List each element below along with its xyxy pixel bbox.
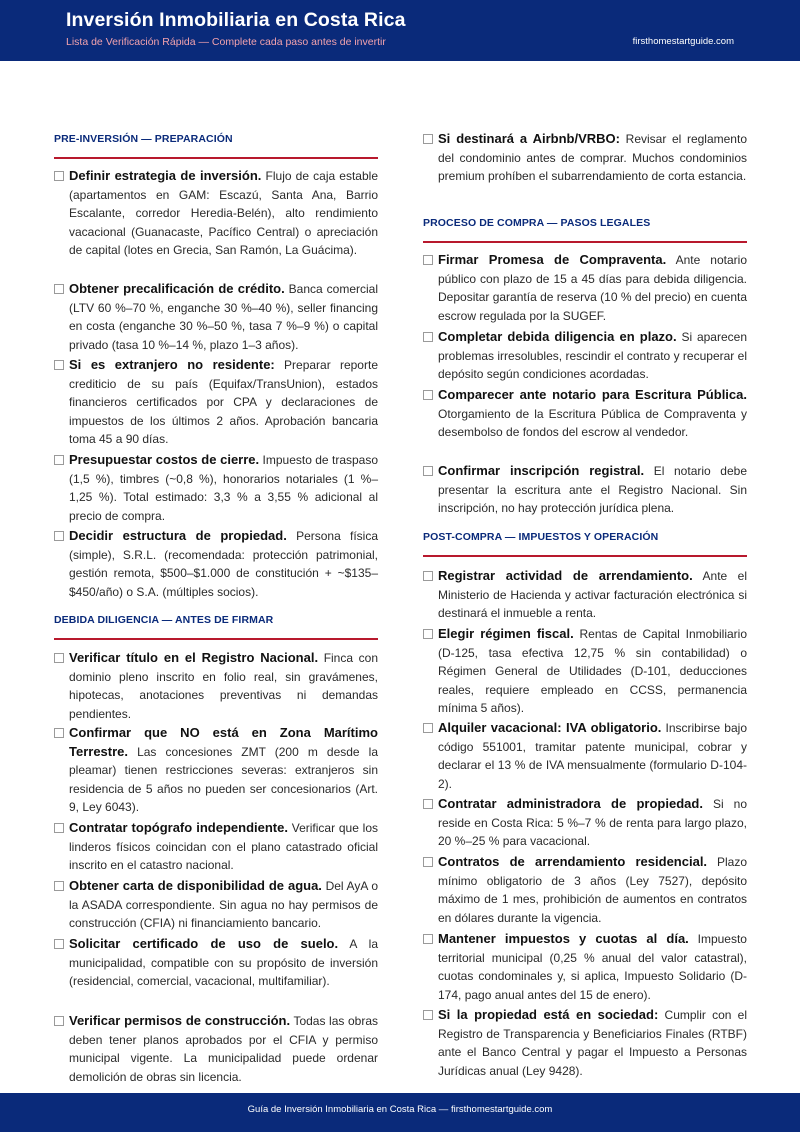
section-debida-diligencia bbox=[54, 614, 378, 640]
checkbox[interactable] bbox=[54, 939, 64, 949]
section-title: POST-COMPRA — IMPUESTOS Y OPERACIÓN bbox=[423, 531, 659, 543]
page-subtitle: Lista de Verificación Rápida — Complete cada paso antes de invertir bbox=[66, 36, 386, 48]
section-divider bbox=[54, 157, 378, 159]
section-post-compra bbox=[423, 531, 747, 557]
checklist-item: Elegir régimen fiscal. Rentas de Capital Inmobiliario (D-125, tasa efectiva 12,75 % sin contabilidad) o Régimen General de Utilidades (D-101, deducciones reales, requiere empleado en CCSS, permanencia mínima 5 años). bbox=[423, 625, 747, 718]
checkbox[interactable] bbox=[423, 629, 433, 639]
checkbox[interactable] bbox=[54, 881, 64, 891]
page-header bbox=[0, 0, 800, 61]
checklist-item: Si es extranjero no residente: Preparar reporte crediticio de su país (Equifax/TransUnion), estados financieros certificados por CPA y declaraciones de impuestos de los últimos 2 años. Aprobación bancaria toma 45 a 90 días. bbox=[54, 356, 378, 449]
checkbox[interactable] bbox=[423, 466, 433, 476]
checklist-item: Contratar topógrafo independiente. Verificar que los linderos físicos coincidan con el plano catastrado oficial inscrito en el catastro nacional. bbox=[54, 819, 378, 875]
checkbox[interactable] bbox=[54, 284, 64, 294]
checklist-item: Comparecer ante notario para Escritura Pública. Otorgamiento de la Escritura Pública de Compraventa y desembolso de fondos del escrow al vendedor. bbox=[423, 386, 747, 442]
section-title: PRE-INVERSIÓN — PREPARACIÓN bbox=[54, 133, 233, 145]
checkbox[interactable] bbox=[54, 823, 64, 833]
section-title: DEBIDA DILIGENCIA — ANTES DE FIRMAR bbox=[54, 614, 274, 626]
checklist-item: Confirmar inscripción registral. El notario debe presentar la escritura ante el Registro Nacional. Sin inscripción, no hay protección jurídica plena. bbox=[423, 462, 747, 518]
section-title: PROCESO DE COMPRA — PASOS LEGALES bbox=[423, 217, 651, 229]
checklist-item: Alquiler vacacional: IVA obligatorio. Inscribirse bajo código 551001, tramitar patente municipal, cobrar y declarar el 13 % de IVA mensualmente (formulario D-104-2). bbox=[423, 719, 747, 793]
checkbox[interactable] bbox=[54, 455, 64, 465]
checkbox[interactable] bbox=[54, 728, 64, 738]
checklist-item: Completar debida diligencia en plazo. Si aparecen problemas irresolubles, rescindir el contrato y recuperar el depósito según condiciones acordadas. bbox=[423, 328, 747, 384]
checklist-item: Firmar Promesa de Compraventa. Ante notario público con plazo de 15 a 45 días para debida diligencia. Depositar garantía de reserva (10 % del precio) en cuenta escrow regulada por la SUGEF. bbox=[423, 251, 747, 325]
checklist-item: Verificar permisos de construcción. Todas las obras deben tener planos aprobados por el CFIA y permiso municipal vigente. La municipalidad puede ordenar demolición de obras sin licencia. bbox=[54, 1012, 378, 1086]
checklist-item: Si la propiedad está en sociedad: Cumplir con el Registro de Transparencia y Beneficiarios Finales (RTBF) ante el Banco Central y pagar el Impuesto a Personas Jurídicas anual (Ley 9428). bbox=[423, 1006, 747, 1080]
section-divider bbox=[423, 241, 747, 243]
checkbox[interactable] bbox=[423, 134, 433, 144]
checklist-item: Contratar administradora de propiedad. Si no reside en Costa Rica: 5 %–7 % de renta para largo plazo, 20 %–25 % para vacacional. bbox=[423, 795, 747, 851]
checkbox[interactable] bbox=[423, 571, 433, 581]
checkbox[interactable] bbox=[54, 1016, 64, 1026]
section-proceso-compra bbox=[423, 217, 747, 243]
checklist-item: Mantener impuestos y cuotas al día. Impuesto territorial municipal (0,25 % anual del valor catastral), cuotas condominales y, si aplica, Impuesto Solidario (D-174, pago anual antes del 15 de enero). bbox=[423, 930, 747, 1004]
checklist-item: Presupuestar costos de cierre. Impuesto de traspaso (1,5 %), timbres (~0,8 %), honorarios notariales (1 %–1,25 %). Total estimado: 3,3 % a 3,55 % adicional al precio de compra. bbox=[54, 451, 378, 525]
checkbox[interactable] bbox=[423, 390, 433, 400]
checklist-item: Contratos de arrendamiento residencial. Plazo mínimo obligatorio de 3 años (Ley 7527), depósito máximo de 1 mes, prohibición de aumentos en contratos en dólares durante la vigencia. bbox=[423, 853, 747, 927]
checkbox[interactable] bbox=[54, 171, 64, 181]
checkbox[interactable] bbox=[423, 857, 433, 867]
footer-text: Guía de Inversión Inmobiliaria en Costa Rica — firsthomestartguide.com bbox=[247, 1104, 553, 1115]
checklist-item: Obtener precalificación de crédito. Banca comercial (LTV 60 %–70 %, enganche 30 %–40 %), seller financing en costa (enganche 30 %–50 %, tasa 7 %–9 %) o capital privado (tasa 10 %–14 %, plazo 1–3 años). bbox=[54, 280, 378, 354]
page-footer bbox=[0, 1093, 800, 1132]
header-site-link[interactable]: firsthomestartguide.com bbox=[632, 36, 734, 47]
checklist-item: Verificar título en el Registro Nacional. Finca con dominio pleno inscrito en folio real, sin gravámenes, hipotecas, anotaciones preventivas ni demandas pendientes. bbox=[54, 649, 378, 723]
checklist-item: Solicitar certificado de uso de suelo. A la municipalidad, compatible con su propósito de inversión (residencial, comercial, vacacional, multifamiliar). bbox=[54, 935, 378, 991]
checkbox[interactable] bbox=[423, 1010, 433, 1020]
checkbox[interactable] bbox=[54, 653, 64, 663]
checkbox[interactable] bbox=[423, 723, 433, 733]
checkbox[interactable] bbox=[54, 360, 64, 370]
checklist-item: Obtener carta de disponibilidad de agua. Del AyA o la ASADA correspondiente. Sin agua no hay permisos de construcción (CFIA) ni financiamiento bancario. bbox=[54, 877, 378, 933]
section-divider bbox=[54, 638, 378, 640]
checkbox[interactable] bbox=[423, 799, 433, 809]
checklist-item: Si destinará a Airbnb/VRBO: Revisar el reglamento del condominio antes de comprar. Muchos condominios premium prohíben el subarrendamiento de corta estancia. bbox=[423, 130, 747, 186]
checklist-item: Decidir estructura de propiedad. Persona física (simple), S.R.L. (recomendada: protección patrimonial, gestión remota, $500–$1.000 de constitución + ~$135–$450/año) o S.A. (múltiples socios). bbox=[54, 527, 378, 601]
checkbox[interactable] bbox=[423, 332, 433, 342]
checklist-item: Definir estrategia de inversión. Flujo de caja estable (apartamentos en GAM: Escazú, Santa Ana, Barrio Escalante, corredor Heredia-Belén), alto rendimiento vacacional (Guanacaste, Pacífico Central) o apreciación de capital (lotes en Grecia, San Ramón, La Guácima). bbox=[54, 167, 378, 260]
checklist-item: Confirmar que NO está en Zona Marítimo Terrestre. Las concesiones ZMT (200 m desde la pleamar) tienen restricciones severas: extranjeros sin residencia de 5 años no pueden ser concesionarios (Art. 9, Ley 6043). bbox=[54, 724, 378, 817]
checkbox[interactable] bbox=[423, 934, 433, 944]
page-title: Inversión Inmobiliaria en Costa Rica bbox=[66, 9, 406, 31]
section-divider bbox=[423, 555, 747, 557]
checkbox[interactable] bbox=[54, 531, 64, 541]
section-pre-inversion bbox=[54, 133, 378, 159]
checklist-item: Registrar actividad de arrendamiento. Ante el Ministerio de Hacienda y activar facturación electrónica si destinará el inmueble a renta. bbox=[423, 567, 747, 623]
checkbox[interactable] bbox=[423, 255, 433, 265]
